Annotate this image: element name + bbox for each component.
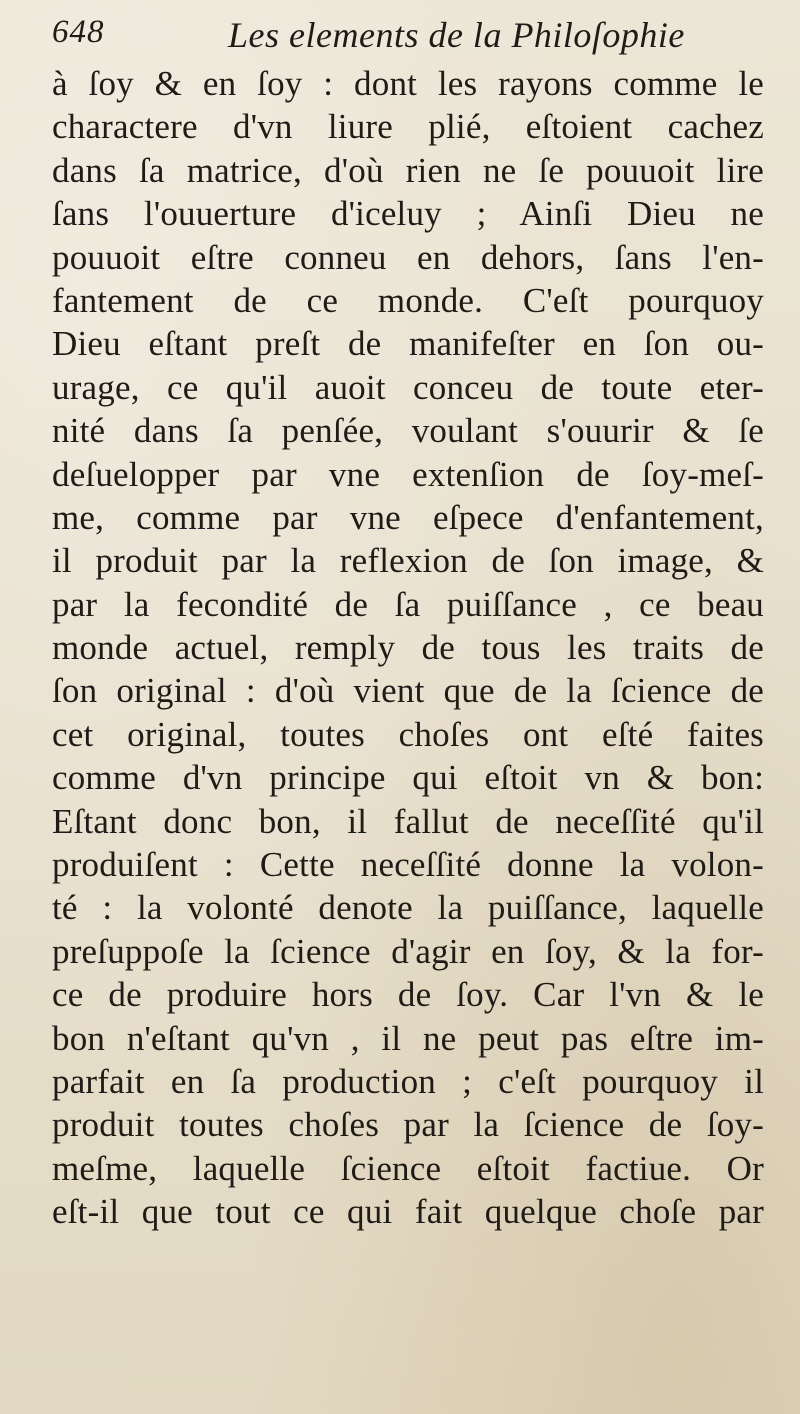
text-line: me, comme par vne eſpece d'enfantement,: [52, 497, 764, 537]
text-line: produiſent : Cette neceſſité donne la volon-: [52, 845, 764, 885]
text-line: Eſtant donc bon, il fallut de neceſſité qu'il: [52, 801, 764, 841]
text-line: produit toutes choſes par la ſcience de ſoy-: [52, 1105, 764, 1145]
text-line: ſon original : d'où vient que de la ſcience de: [52, 671, 764, 711]
text-line: dans ſa matrice, d'où rien ne ſe pouuoit lire: [52, 150, 764, 190]
body-text: [52, 62, 764, 1234]
text-line: à ſoy & en ſoy : dont les rayons comme le: [52, 64, 764, 103]
page-header: [52, 14, 770, 64]
text-line: parfait en ſa production ; c'eſt pourquoy il: [52, 1061, 764, 1101]
text-line: pouuoit eſtre conneu en dehors, ſans l'en-: [52, 237, 764, 277]
text-line: cet original, toutes choſes ont eſté faites: [52, 714, 764, 754]
text-line: Dieu eſtant preſt de manifeſter en ſon ou-: [52, 324, 764, 364]
text-line: deſuelopper par vne extenſion de ſoy-meſ-: [52, 454, 764, 494]
page-number: 648: [52, 14, 105, 50]
text-line: urage, ce qu'il auoit conceu de toute eter-: [52, 367, 764, 407]
text-line: ce de produire hors de ſoy. Car l'vn & le: [52, 975, 764, 1015]
text-line: ſans l'ouuerture d'iceluy ; Ainſi Dieu ne: [52, 194, 764, 234]
text-line: fantement de ce monde. C'eſt pourquoy: [52, 280, 764, 320]
text-line: preſuppoſe la ſcience d'agir en ſoy, & la for-: [52, 931, 764, 971]
running-title: Les elements de la Philoſophie: [228, 15, 685, 55]
text-line: eſt-il que tout ce qui fait quelque choſe par: [52, 1192, 764, 1232]
text-line: monde actuel, remply de tous les traits de: [52, 628, 764, 668]
text-line: nité dans ſa penſée, voulant s'ouurir & ſe: [52, 411, 764, 451]
text-line: comme d'vn principe qui eſtoit vn & bon:: [52, 758, 764, 798]
text-line: té : la volonté denote la puiſſance, laquelle: [52, 888, 764, 928]
text-line: par la fecondité de ſa puiſſance , ce beau: [52, 584, 764, 624]
text-line: il produit par la reflexion de ſon image, &: [52, 541, 764, 581]
text-line: bon n'eſtant qu'vn , il ne peut pas eſtre im-: [52, 1018, 764, 1058]
text-line: meſme, laquelle ſcience eſtoit factiue. Or: [52, 1148, 764, 1188]
text-line: charactere d'vn liure plié, eſtoient cachez: [52, 107, 764, 147]
